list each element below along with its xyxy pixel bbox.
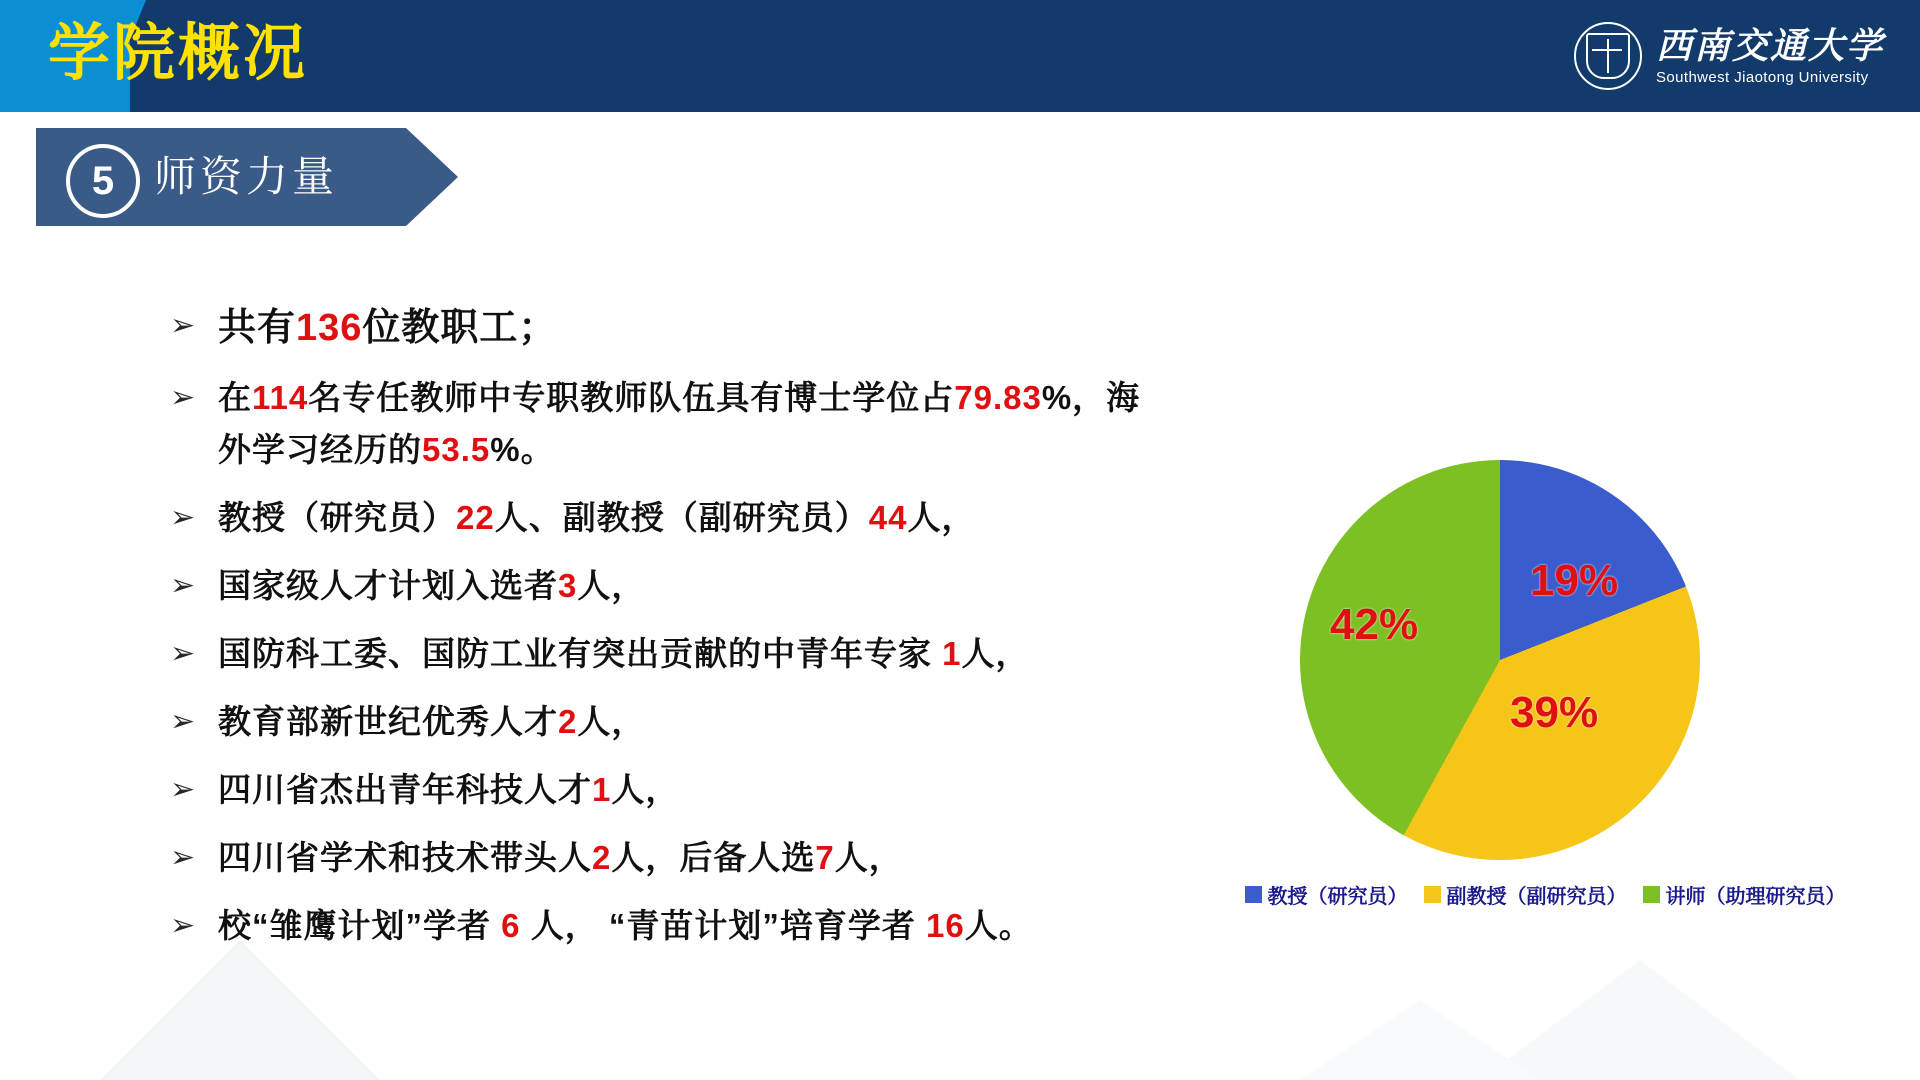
legend-swatch-icon-professor xyxy=(1245,886,1262,903)
legend-item-assoc-professor xyxy=(1424,880,1627,909)
bullet-item xyxy=(170,560,1300,612)
logo-name-cn: 西南交通大学 xyxy=(1655,25,1884,66)
legend-label-lecturer: 讲师（助理研究员） xyxy=(1665,886,1846,908)
bullet-item xyxy=(170,900,1300,952)
slide-header xyxy=(0,0,1920,112)
section-banner xyxy=(36,128,456,226)
page-title: 学院概况 xyxy=(48,19,309,88)
legend-label-professor: 教授（研究员） xyxy=(1267,886,1408,908)
section-title: 师资力量 xyxy=(154,153,339,200)
bullet-text: 国家级人才计划入选者3人， xyxy=(218,567,646,604)
section-number-badge: 5 xyxy=(66,144,140,218)
faculty-rank-pie-chart xyxy=(1230,460,1860,930)
bullet-item xyxy=(170,492,1300,544)
bullet-text: 校“雏鹰计划”学者 6 人， “青苗计划”培育学者 16人。 xyxy=(218,907,1033,944)
legend-swatch-icon-assoc-professor xyxy=(1424,886,1441,903)
bullet-marker-icon: ➢ xyxy=(170,841,196,874)
bullet-list xyxy=(170,300,1300,968)
bullet-item xyxy=(170,300,1300,356)
bullet-text: 共有136位教职工； xyxy=(218,307,558,349)
legend-swatch-icon-lecturer xyxy=(1643,886,1660,903)
bullet-item xyxy=(170,832,1300,884)
bullet-marker-icon: ➢ xyxy=(170,381,196,414)
bullet-item xyxy=(170,628,1300,680)
university-seal-icon xyxy=(1574,22,1642,90)
pie-slice-label-professor: 19% xyxy=(1530,556,1619,605)
pie-legend xyxy=(1230,880,1860,909)
bullet-text: 四川省学术和技术带头人2人，后备人选7人， xyxy=(218,839,903,876)
legend-item-professor xyxy=(1245,880,1408,909)
legend-label-assoc-professor: 副教授（副研究员） xyxy=(1446,886,1627,908)
bullet-text: 教育部新世纪优秀人才2人， xyxy=(218,703,646,740)
bullet-marker-icon: ➢ xyxy=(170,909,196,942)
pie-slice-label-assoc-professor: 39% xyxy=(1510,688,1599,737)
bullet-item xyxy=(170,696,1300,748)
pie-graphic xyxy=(1300,460,1700,860)
bullet-item xyxy=(170,372,1300,476)
section-banner-arrow-icon xyxy=(406,128,458,226)
bullet-marker-icon: ➢ xyxy=(170,309,196,342)
bullet-item xyxy=(170,764,1300,816)
bullet-text: 国防科工委、国防工业有突出贡献的中青年专家 1人， xyxy=(218,635,1030,672)
legend-item-lecturer xyxy=(1643,880,1846,909)
bullet-marker-icon: ➢ xyxy=(170,569,196,602)
bullet-marker-icon: ➢ xyxy=(170,773,196,806)
bullet-marker-icon: ➢ xyxy=(170,637,196,670)
bullet-marker-icon: ➢ xyxy=(170,705,196,738)
logo-name-en: Southwest Jiaotong University xyxy=(1655,68,1869,86)
bullet-marker-icon: ➢ xyxy=(170,501,196,534)
university-logo xyxy=(1574,16,1884,96)
bullet-text: 在114名专任教师中专职教师队伍具有博士学位占79.83%，海 外学习经历的53.5%。 xyxy=(218,379,1141,468)
pie-slice-label-lecturer: 42% xyxy=(1330,600,1419,649)
bullet-text: 教授（研究员）22人、副教授（副研究员）44人， xyxy=(218,499,976,536)
bullet-text: 四川省杰出青年科技人才1人， xyxy=(218,771,680,808)
